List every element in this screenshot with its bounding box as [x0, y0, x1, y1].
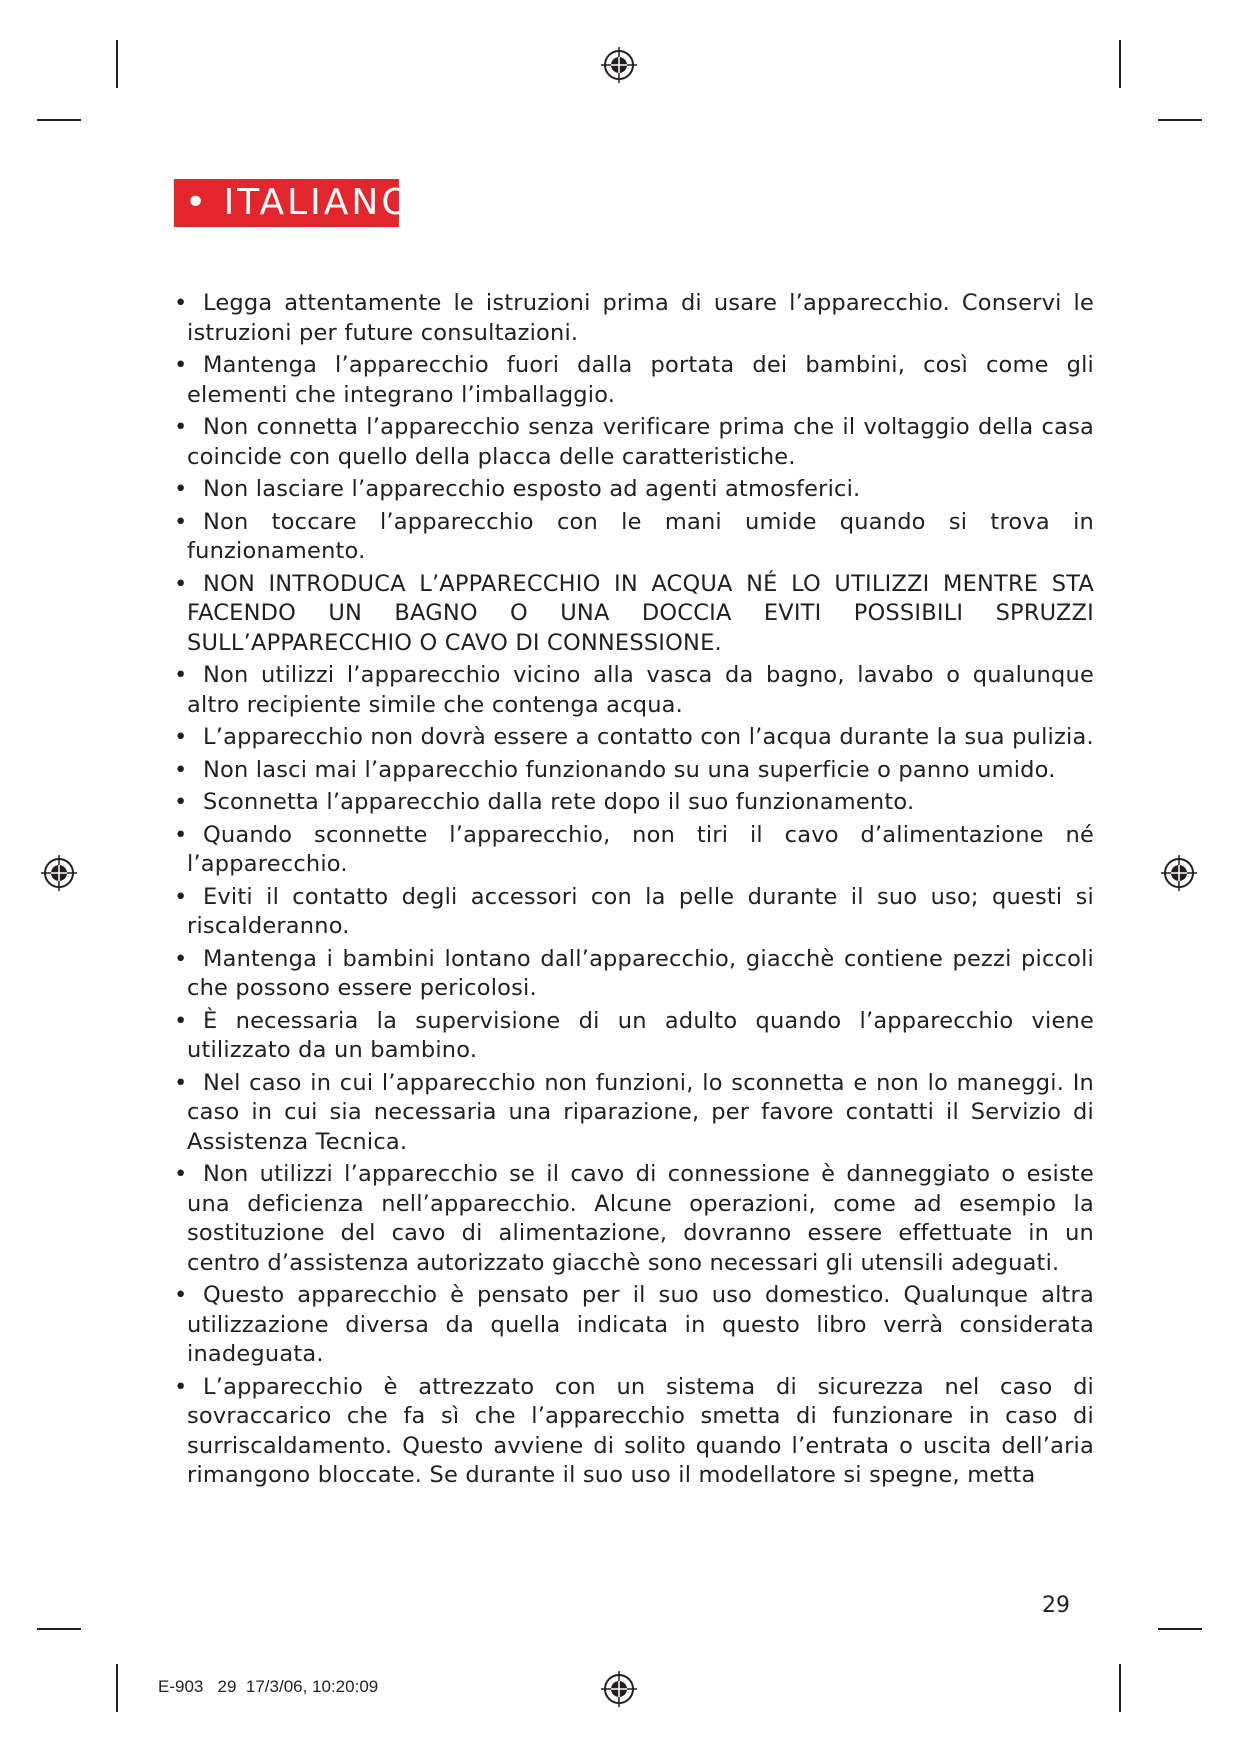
crop-mark-bottom-left [116, 1664, 118, 1712]
bullet-icon: • [174, 756, 188, 783]
print-info-footer: E-903 29 17/3/06, 10:20:09 [158, 1677, 379, 1696]
list-item [174, 1160, 1094, 1278]
list-item [174, 351, 1094, 410]
instruction-text: Quando sconnette l’apparecchio, non tiri il cavo d’alimentazione né l’apparecchio. [187, 821, 1094, 877]
bullet-icon: • [174, 570, 188, 597]
list-item [174, 1281, 1094, 1370]
list-item [174, 475, 1094, 505]
bullet-icon: • [174, 1007, 188, 1034]
instruction-text: Nel caso in cui l’apparecchio non funzioni, lo sconnetta e non lo maneggi. In caso in cui sia necessaria una riparazione, per favore contatti il Servizio di Assistenza Tecnica. [187, 1069, 1094, 1155]
bullet-icon: • [174, 508, 188, 535]
crop-mark-right-lower [1158, 1628, 1202, 1630]
instruction-text: Non utilizzi l’apparecchio se il cavo di connessione è danneggiato o esiste una deficienza nell’apparecchio. Alcune operazioni, come ad esempio la sostituzione del cavo di alimentazione, dovranno essere effettuate in un centro d’assistenza autorizzato giacchè sono necessari gli utensili adeguati. [187, 1161, 1094, 1276]
crop-mark-top-right [1119, 40, 1121, 88]
registration-mark-top-icon [599, 45, 639, 85]
list-item [174, 413, 1094, 472]
list-item [174, 508, 1094, 567]
section-title: • ITALIANO [174, 179, 399, 227]
list-item [174, 289, 1094, 348]
list-item [174, 1373, 1094, 1491]
bullet-icon: • [174, 476, 188, 502]
crop-mark-right-upper [1158, 119, 1202, 121]
instruction-text: Eviti il contatto degli accessori con la pelle durante il suo uso; questi si riscalderanno. [187, 883, 1094, 939]
instruction-text: Questo apparecchio è pensato per il suo uso domestico. Qualunque altra utilizzazione diversa da quella indicata in questo libro verrà considerata inadeguata. [187, 1282, 1094, 1367]
instruction-text: L’apparecchio è attrezzato con un sistema di sicurezza nel caso di sovraccarico che fa sì che l’apparecchio smetta di funzionare in caso di surriscaldamento. Questo avviene di solito quando l’entrata o uscita dell’aria rimangono bloccate. Se durante il suo uso il modellatore si spegne, metta [187, 1373, 1094, 1488]
registration-mark-bottom-icon [599, 1669, 639, 1709]
bullet-icon: • [174, 821, 188, 848]
page-number: 29 [1042, 1593, 1070, 1618]
list-item [174, 1069, 1094, 1158]
instruction-text: Non connetta l’apparecchio senza verificare prima che il voltaggio della casa coincide con quello della placca delle caratteristiche. [187, 414, 1094, 470]
instructions-list [174, 289, 1094, 1494]
instruction-text: Non lasciare l’apparecchio esposto ad agenti atmosferici. [203, 476, 861, 502]
list-item [174, 570, 1094, 659]
bullet-icon: • [174, 724, 188, 750]
bullet-icon: • [174, 662, 188, 688]
bullet-icon: • [174, 789, 188, 815]
bullet-icon: • [174, 1161, 188, 1187]
instruction-text: NON INTRODUCA L’APPARECCHIO IN ACQUA NÉ LO UTILIZZI MENTRE STA FACENDO UN BAGNO O UNA DOCCIA EVITI POSSIBILI SPRUZZI SULL’APPARECCHIO O CAVO DI CONNESSIONE. [187, 570, 1094, 656]
instruction-text: Non lasci mai l’apparecchio funzionando su una superficie o panno umido. [203, 756, 1056, 783]
instruction-text: Non toccare l’apparecchio con le mani umide quando si trova in funzionamento. [187, 508, 1094, 564]
registration-mark-right-icon [1159, 853, 1199, 893]
crop-mark-left-lower [37, 1628, 81, 1630]
instruction-text: Mantenga i bambini lontano dall’apparecchio, giacchè contiene pezzi piccoli che possono essere pericolosi. [187, 945, 1094, 1001]
instruction-text: Legga attentamente le istruzioni prima di usare l’apparecchio. Conservi le istruzioni per future consultazioni. [187, 290, 1094, 346]
list-item [174, 661, 1094, 720]
bullet-icon: • [174, 1373, 188, 1400]
instruction-text: Sconnetta l’apparecchio dalla rete dopo il suo funzionamento. [203, 789, 915, 815]
list-item [174, 756, 1094, 786]
list-item [174, 821, 1094, 880]
instruction-text: Non utilizzi l’apparecchio vicino alla vasca da bagno, lavabo o qualunque altro recipiente simile che contenga acqua. [187, 662, 1094, 718]
instruction-text: L’apparecchio non dovrà essere a contatto con l’acqua durante la sua pulizia. [203, 724, 1094, 750]
bullet-icon: • [174, 945, 188, 972]
bullet-icon: • [174, 290, 188, 316]
list-item [174, 788, 1094, 818]
list-item [174, 723, 1094, 753]
list-item [174, 1007, 1094, 1066]
bullet-icon: • [174, 1282, 188, 1308]
bullet-icon: • [174, 883, 188, 910]
bullet-icon: • [174, 414, 188, 440]
registration-mark-left-icon [39, 853, 79, 893]
instruction-text: È necessaria la supervisione di un adulto quando l’apparecchio viene utilizzato da un bambino. [187, 1007, 1094, 1063]
crop-mark-left-upper [37, 119, 81, 121]
bullet-icon: • [174, 352, 188, 378]
crop-mark-top-left [116, 40, 118, 88]
list-item [174, 945, 1094, 1004]
crop-mark-bottom-right [1119, 1664, 1121, 1712]
bullet-icon: • [174, 1069, 188, 1096]
list-item [174, 883, 1094, 942]
instruction-text: Mantenga l’apparecchio fuori dalla portata dei bambini, così come gli elementi che integrano l’imballaggio. [187, 352, 1094, 408]
